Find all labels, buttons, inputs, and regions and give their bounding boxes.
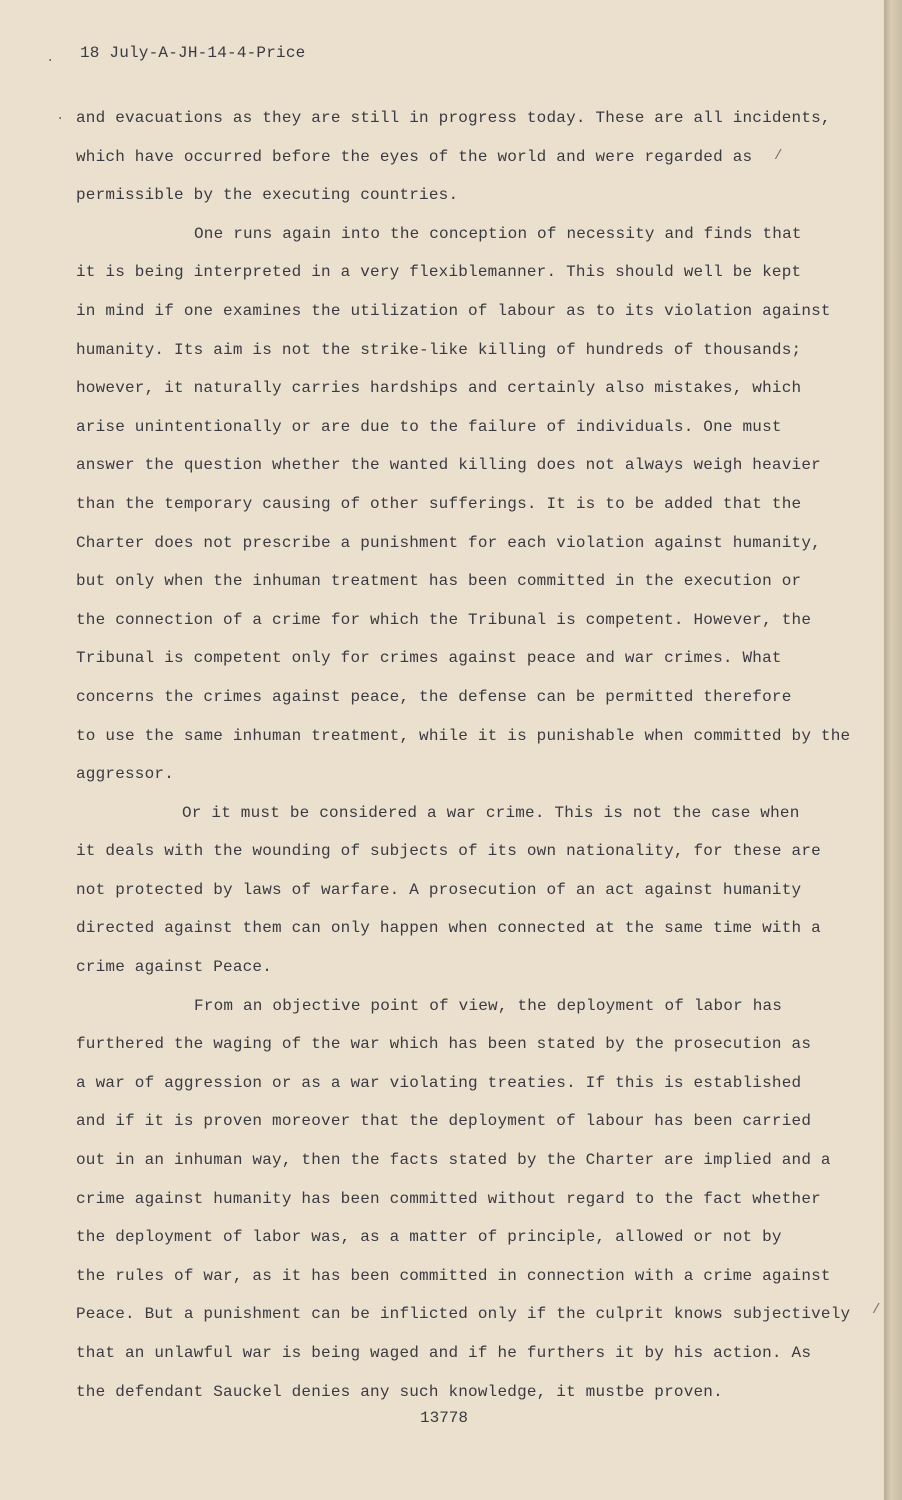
text-line: humanity. Its aim is not the strike-like killing of hundreds of thousands; (76, 340, 802, 359)
text-line: crime against humanity has been committed without regard to the fact whether (76, 1189, 821, 1208)
text-line: permissible by the executing countries. (76, 186, 459, 205)
document-body (76, 104, 851, 1416)
text-line: not protected by laws of warfare. A prosecution of an act against humanity (76, 880, 802, 899)
text-line: to use the same inhuman treatment, while it is punishable when committed by the (76, 726, 851, 745)
text-line: aggressor. (76, 765, 175, 784)
text-line: but only when the inhuman treatment has been committed in the execution or (76, 572, 802, 591)
text-line: in mind if one examines the utilization of labour as to its violation against (76, 301, 831, 320)
text-line: the defendant Sauckel denies any such knowledge, it mustbe proven. (76, 1382, 723, 1401)
margin-dot: . (46, 50, 55, 66)
margin-dot: . (56, 108, 65, 124)
text-line: Charter does not prescribe a punishment for each violation against humanity, (76, 533, 821, 552)
text-line: Peace. But a punishment can be inflicted only if the culprit knows subjectively (76, 1305, 851, 1324)
text-line: concerns the crimes against peace, the defense can be permitted therefore (76, 687, 792, 706)
text-line: a war of aggression or as a war violating treaties. If this is established (76, 1073, 802, 1092)
text-line: crime against Peace. (76, 958, 273, 977)
text-line: which have occurred before the eyes of the world and were regarded as (76, 147, 753, 166)
text-line: and if it is proven moreover that the deployment of labour has been carried (76, 1112, 812, 1131)
paragraph-start: One runs again into the conception of necessity and finds that (194, 224, 802, 243)
text-line: directed against them can only happen when connected at the same time with a (76, 919, 821, 938)
text-line: arise unintentionally or are due to the failure of individuals. One must (76, 417, 782, 436)
text-line: however, it naturally carries hardships and certainly also mistakes, which (76, 379, 802, 398)
text-line: out in an inhuman way, then the facts stated by the Charter are implied and a (76, 1151, 831, 1170)
text-line: it is being interpreted in a very flexiblemanner. This should well be kept (76, 263, 802, 282)
page-number: 13778 (420, 1409, 469, 1427)
paragraph-start: From an objective point of view, the deployment of labor has (194, 996, 783, 1015)
text-line: the deployment of labor was, as a matter of principle, allowed or not by (76, 1228, 782, 1247)
page-edge (884, 0, 902, 1500)
text-line: that an unlawful war is being waged and if he furthers it by his action. As (76, 1344, 812, 1362)
paragraph-start: Or it must be considered a war crime. This is not the case when (182, 803, 800, 822)
text-line: and evacuations as they are still in progress today. These are all incidents, (76, 109, 831, 127)
text-line: the rules of war, as it has been committed in connection with a crime against (76, 1266, 831, 1285)
text-line: Tribunal is competent only for crimes against peace and war crimes. What (76, 649, 782, 668)
margin-tick: / (872, 1302, 881, 1318)
margin-tick: / (774, 148, 783, 164)
page-header: 18 July-A-JH-14-4-Price (80, 44, 306, 62)
text-line: answer the question whether the wanted killing does not always weigh heavier (76, 456, 821, 475)
text-line: furthered the waging of the war which has been stated by the prosecution as (76, 1035, 812, 1054)
text-line: it deals with the wounding of subjects of its own nationality, for these are (76, 842, 821, 861)
text-line: the connection of a crime for which the Tribunal is competent. However, the (76, 610, 812, 629)
text-line: than the temporary causing of other sufferings. It is to be added that the (76, 494, 802, 513)
